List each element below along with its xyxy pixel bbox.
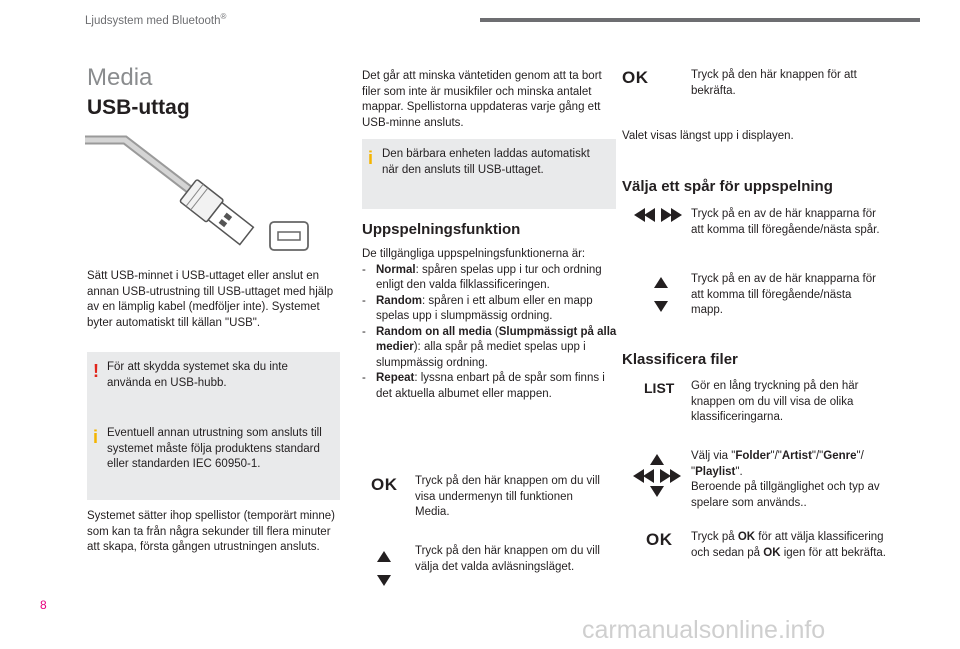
registered-mark: ® xyxy=(220,12,227,21)
playback-mode-list xyxy=(362,263,620,403)
playback-heading: Uppspelningsfunktion xyxy=(362,221,521,238)
ok-button-icon: OK xyxy=(371,475,398,494)
up-down-arrows-icon xyxy=(651,277,671,313)
info-icon: i xyxy=(368,148,374,168)
ok-classify-text: Tryck på OK för att välja klassificering och sedan på OK igen för att bekräfta. xyxy=(691,531,886,559)
warning-text: För att skydda systemet ska du inte använda en USB-hubb. xyxy=(107,361,288,389)
ok-button-icon: OK xyxy=(646,530,673,549)
value-display-text: Valet visas längst upp i displayen. xyxy=(622,130,794,142)
page-number: 8 xyxy=(40,598,47,612)
info-icon: i xyxy=(93,427,99,447)
warning-icon: ! xyxy=(93,361,99,381)
ok-confirm-text: Tryck på den här knappen för att bekräfta. xyxy=(691,69,857,97)
list-item: - Random: spåren i ett album eller en mapp spelas upp i slumpmässig ordning. xyxy=(362,294,593,322)
usb-plug-illustration xyxy=(85,132,325,252)
usb-heading: USB-uttag xyxy=(87,96,190,119)
updown-mode-text: Tryck på den här knappen om du vill välja det valda avläsningsläget. xyxy=(415,545,600,573)
wait-time-text: Det går att minska väntetiden genom att ta bort filer som inte är musikfiler och minska antalet mappar. Spellistorna uppdateras varje gång ett USB-minne ansluts. xyxy=(362,70,602,129)
classify-heading: Klassificera filer xyxy=(622,351,738,368)
track-select-heading: Välja ett spår för uppspelning xyxy=(622,178,833,195)
list-item: - Repeat: lyssna enbart på de spår som finns i det aktuella albumet eller mappen. xyxy=(362,372,605,400)
watermark: carmanualsonline.info xyxy=(582,616,826,644)
ok-menu-text: Tryck på den här knappen om du vill visa undermenyn till funktionen Media. xyxy=(415,475,600,518)
ok-button-icon: OK xyxy=(622,68,649,87)
list-text: Gör en lång tryckning på den här knappen om du vill visa de olika klassificeringarna. xyxy=(691,380,859,423)
list-button-icon: LIST xyxy=(644,380,675,396)
usb-intro-text: Sätt USB-minnet i USB-uttaget eller anslut en annan USB-utrustning till USB-uttaget med hjälp av en lämplig kabel (medföljer inte). Systemet byter automatiskt till källan "USB". xyxy=(87,270,334,329)
section-header xyxy=(85,12,226,27)
charge-info-text: Den bärbara enheten laddas automatiskt när den ansluts till USB-uttaget. xyxy=(382,148,590,176)
prev-next-arrows-icon xyxy=(634,208,682,222)
updown-folder-text: Tryck på en av de här knapparna för att komma till föregående/nästa mapp. xyxy=(691,273,876,316)
info-box xyxy=(87,418,340,500)
list-item: - Normal: spåren spelas upp i tur och ordning enligt den valda filklassificeringen. xyxy=(362,263,602,291)
list-item: - Random on all media (Slumpmässigt på alla medier): alla spår på mediet spelas upp i slumpmässig ordning. xyxy=(362,325,617,369)
four-way-arrows-icon xyxy=(633,454,681,498)
leftright-text: Tryck på en av de här knapparna för att komma till föregående/nästa spår. xyxy=(691,208,880,236)
header-divider xyxy=(480,18,920,22)
page-title: Media xyxy=(87,64,153,91)
charge-info-box xyxy=(362,139,616,209)
playback-lead: De tillgängliga uppspelningsfunktionerna är: xyxy=(362,248,586,260)
playlist-text: Systemet sätter ihop spellistor (temporärt minne) som kan ta från några sekunder till flera minuter att skapa, första gången utrustningen ansluts. xyxy=(87,510,335,553)
section-header-text: Ljudsystem med Bluetooth xyxy=(85,14,221,27)
warning-box xyxy=(87,352,340,418)
info-text: Eventuell annan utrustning som ansluts till systemet måste följa produktens standard eller standarden IEC 60950-1. xyxy=(107,427,322,470)
select-classification-text: Välj via "Folder"/"Artist"/"Genre"/ "Playlist". Beroende på tillgänglighet och typ av spelare som används.. xyxy=(691,450,880,509)
up-down-arrows-icon xyxy=(374,551,394,587)
playback-modes xyxy=(362,247,620,402)
